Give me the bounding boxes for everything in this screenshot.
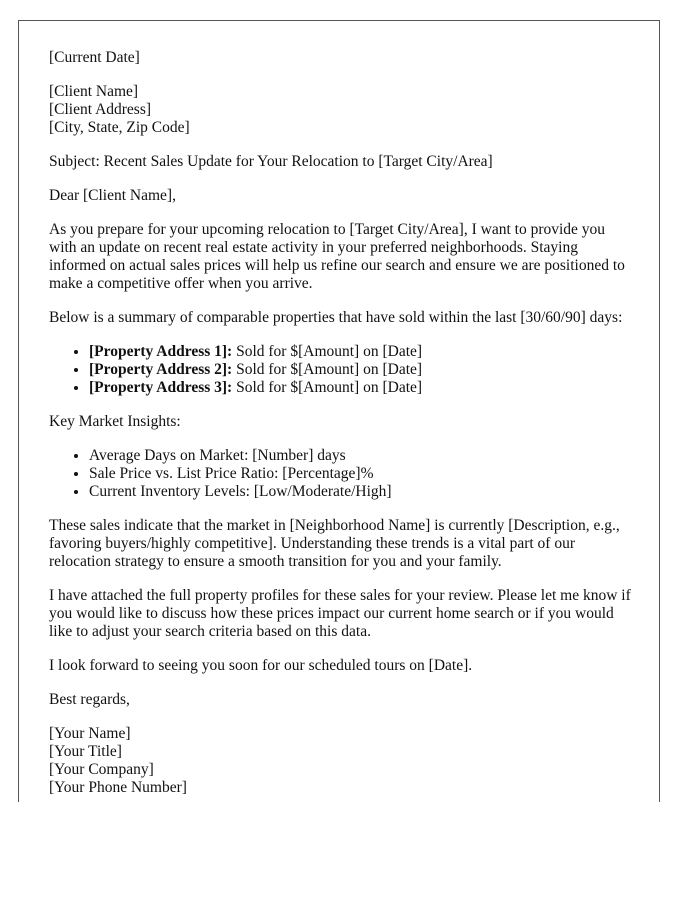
letter-salutation: Dear [Client Name],	[49, 187, 176, 204]
attachment-paragraph: I have attached the full property profiles for these sales for your review. Please let me know if you would like to discuss how these prices impact our current home search or if you would like to adjust your search criteria based on this data.	[49, 587, 631, 640]
property-sale-detail: Sold for $[Amount] on [Date]	[232, 343, 423, 360]
signature-title: [Your Title]	[49, 743, 122, 760]
property-address: [Property Address 1]:	[89, 343, 233, 360]
property-address: [Property Address 3]:	[89, 379, 233, 396]
signature-name: [Your Name]	[49, 725, 131, 742]
insights-heading: Key Market Insights:	[49, 413, 181, 430]
letter-date: [Current Date]	[49, 49, 140, 66]
sign-off: Best regards,	[49, 691, 130, 708]
letter-subject: Subject: Recent Sales Update for Your Relocation to [Target City/Area]	[49, 153, 493, 170]
insight-item: • Sale Price vs. List Price Ratio: [Percentage]%	[89, 465, 633, 483]
letter-page	[18, 20, 660, 802]
analysis-paragraph: These sales indicate that the market in [Neighborhood Name] is currently [Description, e.g., favoring buyers/highly competitive]. Understanding these trends is a vital part of our relocation strategy to ensure a smooth transition for you and your family.	[49, 517, 620, 570]
property-sale-detail: Sold for $[Amount] on [Date]	[232, 379, 423, 396]
recipient-name: [Client Name]	[49, 83, 139, 100]
property-list	[49, 343, 633, 397]
property-address: [Property Address 2]:	[89, 361, 233, 378]
summary-intro: Below is a summary of comparable properties that have sold within the last [30/60/90] days:	[49, 309, 623, 326]
signature-phone: [Your Phone Number]	[49, 779, 187, 796]
recipient-city-line: [City, State, Zip Code]	[49, 119, 190, 136]
recipient-block	[49, 83, 633, 137]
recipient-address: [Client Address]	[49, 101, 152, 118]
letter-body	[49, 49, 633, 802]
signature-company: [Your Company]	[49, 761, 154, 778]
property-item	[89, 343, 633, 361]
closing-line: I look forward to seeing you soon for our scheduled tours on [Date].	[49, 657, 473, 674]
insight-item: • Current Inventory Levels: [Low/Moderate/High]	[89, 483, 633, 501]
property-sale-detail: Sold for $[Amount] on [Date]	[232, 361, 423, 378]
intro-paragraph: As you prepare for your upcoming relocation to [Target City/Area], I want to provide you with an update on recent real estate activity in your preferred neighborhoods. Staying informed on actual sales prices will help us refine our search and ensure we are positioned to make a competitive offer when you arrive.	[49, 221, 625, 292]
insights-list	[49, 447, 633, 501]
signature-block	[49, 725, 633, 797]
insight-item: • Average Days on Market: [Number] days	[89, 447, 633, 465]
property-item	[89, 379, 633, 397]
property-item	[89, 361, 633, 379]
